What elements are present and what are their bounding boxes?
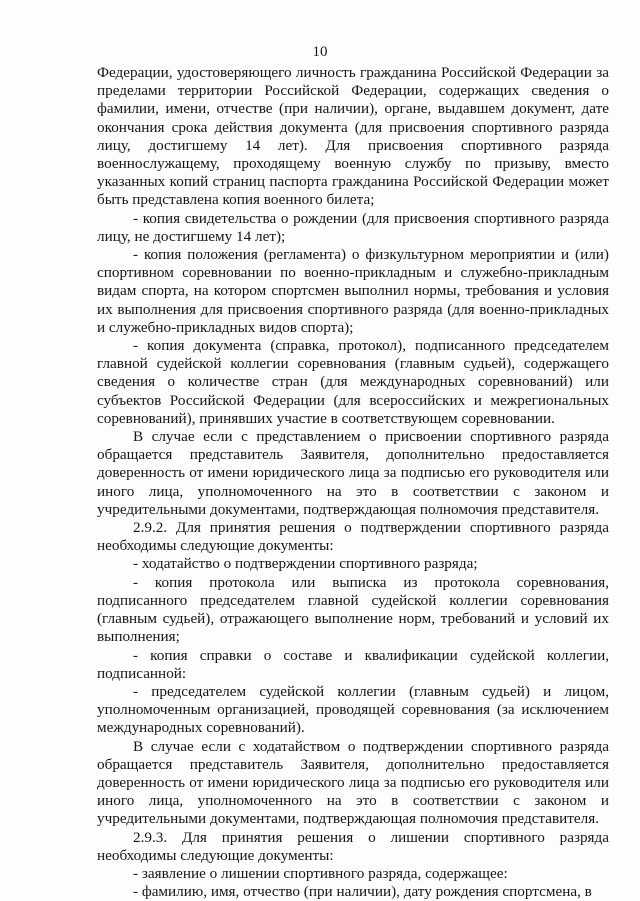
paragraph-revocation-statement: - заявление о лишении спортивного разряда, содержащее: — [133, 864, 508, 882]
paragraph-representative-confirmation: В случае если с ходатайством о подтверждении спортивного разряда обращается представитель Заявителя, дополнительно предоставляется доверенность от имени юридического лица за подписью его руководителя или иного лица, уполномоченного на это в соответствии с законом и учредительными документами, подтверждающая полномочия представителя. — [97, 737, 609, 828]
paragraph-birth-certificate: - копия свидетельства о рождении (для присвоения спортивного разряда лицу, не достигшему 14 лет); — [97, 209, 609, 245]
page-number: 10 — [312, 44, 328, 60]
paragraph-section-2-9-2: 2.9.2. Для принятия решения о подтверждении спортивного разряда необходимы следующие документы: — [97, 519, 609, 555]
paragraph-protocol-copy: - копия протокола или выписка из протокола соревнования, подписанного председателем главной судейской коллегии соревнования (главным судьей), отражающего выполнение норм, требований и условий их выполнения; — [97, 573, 609, 646]
paragraph-confirmation-petition: - ходатайство о подтверждении спортивного разряда; — [133, 555, 478, 573]
paragraph-chief-judge: - председателем судейской коллегии (главным судьей) и лицом, уполномоченным организацией, проводящей соревнования (за исключением международных соревнований). — [97, 682, 609, 737]
paragraph-section-2-9-3: 2.9.3. Для принятия решения о лишении спортивного разряда необходимы следующие документы: — [97, 828, 609, 864]
paragraph-document-copy: - копия документа (справка, протокол), подписанного председателем главной судейской коллегии соревнования (главным судьей), содержащего сведения о количестве стран (для международных соревнований) или субъектов Российской Федерации (для всероссийских и межрегиональных соревнований), принявших участие в соответствующем соревновании. — [97, 337, 609, 427]
paragraph-representative-assignment: В случае если с представлением о присвоении спортивного разряда обращается представитель Заявителя, дополнительно предоставляется доверенность от имени юридического лица за подписью его руководителя или иного лица, уполномоченного на это в соответствии с законом и учредительными документами, подтверждающая полномочия представителя. — [97, 428, 609, 518]
paragraph-athlete-details: - фамилию, имя, отчество (при наличии), дату рождения спортсмена, в — [133, 883, 592, 901]
document-body — [97, 64, 609, 901]
paragraph-regulation-copy: - копия положения (регламента) о физкультурном мероприятии и (или) спортивном соревновании по военно-прикладным и служебно-прикладным видам спорта, на котором спортсмен выполнил нормы, требования и условия их выполнения для присвоения спортивного разряда (для военно-прикладных и служебно-прикладных видов спорта); — [97, 246, 609, 336]
paragraph-identity-documents: Федерации, удостоверяющего личность гражданина Российской Федерации за пределами территории Российской Федерации, содержащих сведения о фамилии, имени, отчестве (при наличии), органе, выдавшем документ, дате окончания срока действия документа (для присвоения спортивного разряда лицу, достигшему 14 лет). Для присвоения спортивного разряда военнослужащему, проходящему военную службу по призыву, вместо указанных копий страниц паспорта гражданина Российской Федерации может быть представлена копия военного билета; — [97, 64, 609, 209]
paragraph-judges-certificate: - копия справки о составе и квалификации судейской коллегии, подписанной: — [97, 646, 609, 682]
